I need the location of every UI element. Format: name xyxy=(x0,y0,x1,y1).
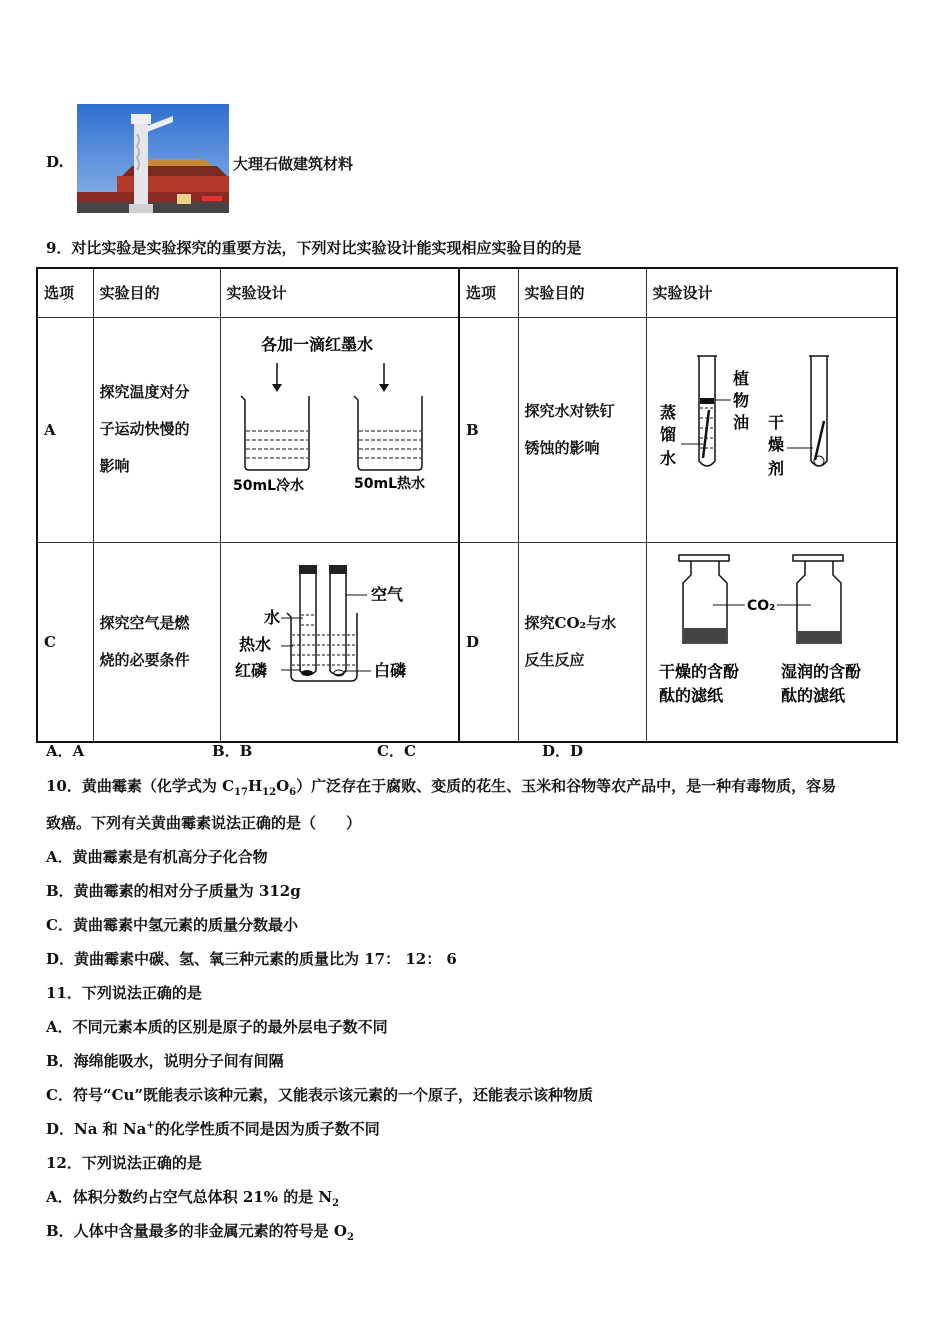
row-a-option: A xyxy=(37,317,93,542)
header-design-2: 实验设计 xyxy=(646,268,897,317)
header-purpose: 实验目的 xyxy=(93,268,220,317)
table-row xyxy=(37,317,897,542)
svg-text:馏: 馏 xyxy=(659,424,676,444)
q11-option-b: B．海绵能吸水，说明分子间有间隔 xyxy=(46,1052,284,1070)
experiment-table xyxy=(36,267,898,743)
q9-choice-c: C．C xyxy=(377,742,416,760)
q10-stem: 10．黄曲霉素（化学式为 $C_{17}H_{12}O_6$）广泛存在于腐败、变质的花生、玉米和谷物等农产品中，是一种有毒物质，容易 xyxy=(46,777,837,798)
svg-text:酞的滤纸: 酞的滤纸 xyxy=(780,685,845,705)
q10-option-b: B．黄曲霉素的相对分子质量为 312g xyxy=(46,882,301,900)
svg-text:水: 水 xyxy=(659,448,676,468)
beaker-hot xyxy=(354,396,422,470)
q12-option-b: B．人体中含量最多的非金属元素的符号是 $O_2$ xyxy=(46,1222,354,1243)
svg-text:空气: 空气 xyxy=(370,584,403,604)
header-purpose-2: 实验目的 xyxy=(518,268,646,317)
row-c-option: C xyxy=(37,542,93,742)
row-c-diagram-cell xyxy=(220,542,459,742)
svg-text:油: 油 xyxy=(732,412,749,432)
svg-text:水: 水 xyxy=(263,607,280,627)
monument-photo xyxy=(77,104,229,213)
row-a-diagram-cell xyxy=(220,317,459,542)
beakers-diagram xyxy=(221,318,460,538)
q10-option-a: A．黄曲霉素是有机高分子化合物 xyxy=(46,848,268,866)
q12-option-a: A．体积分数约占空气总体积 21% 的是 $N_2$ xyxy=(46,1188,340,1209)
q11-option-c: C．符号“Cu”既能表示该种元素，又能表示该元素的一个原子，还能表示该种物质 xyxy=(46,1086,594,1104)
q10-option-d: D．黄曲霉素中碳、氢、氧三种元素的质量比为 17： 12： 6 xyxy=(46,950,457,968)
svg-text:蒸: 蒸 xyxy=(659,402,676,422)
q9-choice-b: B．B xyxy=(212,742,253,760)
row-d-purpose: 探究CO₂与水 反生反应 xyxy=(518,542,646,742)
q10-stem-line2: 致癌。下列有关黄曲霉素说法正确的是（ ） xyxy=(46,814,362,832)
beaker-cold xyxy=(241,396,309,470)
row-c-purpose: 探究空气是燃 烧的必要条件 xyxy=(93,542,220,742)
row-d-option: D xyxy=(459,542,518,742)
header-option: 选项 xyxy=(37,268,93,317)
q8-option-d-letter: D. xyxy=(46,153,64,171)
svg-text:干: 干 xyxy=(767,412,784,432)
test-tubes-diagram xyxy=(647,318,898,538)
q8-option-d-text: 大理石做建筑材料 xyxy=(233,155,354,173)
table-header-row xyxy=(37,268,897,317)
q9-choice-d: D．D xyxy=(542,742,584,760)
svg-text:CO₂: CO₂ xyxy=(746,597,775,614)
row-b-option: B xyxy=(459,317,518,542)
table-row xyxy=(37,542,897,742)
hot-water-label: 50mL热水 xyxy=(353,475,425,492)
row-d-diagram-cell xyxy=(646,542,897,742)
svg-text:红磷: 红磷 xyxy=(234,660,267,680)
q10-option-c: C．黄曲霉素中氢元素的质量分数最小 xyxy=(46,916,298,934)
co2-bottles-diagram xyxy=(647,543,898,737)
svg-text:剂: 剂 xyxy=(767,458,784,478)
row-b-diagram-cell xyxy=(646,317,897,542)
cold-water-label: 50mL冷水 xyxy=(232,477,304,494)
q9-stem: 9．对比实验是实验探究的重要方法，下列对比实验设计能实现相应实验目的的是 xyxy=(46,239,582,257)
q11-option-a: A．不同元素本质的区别是原子的最外层电子数不同 xyxy=(46,1018,388,1036)
q9-choice-a: A．A xyxy=(46,742,85,760)
header-design: 实验设计 xyxy=(220,268,459,317)
q11-stem: 11．下列说法正确的是 xyxy=(46,984,202,1002)
q11-option-d: D．Na 和 Na+的化学性质不同是因为质子数不同 xyxy=(46,1120,380,1138)
row-a-purpose: 探究温度对分 子运动快慢的 影响 xyxy=(93,317,220,542)
q12-stem: 12．下列说法正确的是 xyxy=(46,1154,202,1172)
svg-text:植: 植 xyxy=(732,368,749,388)
red-ink-label: 各加一滴红墨水 xyxy=(260,334,373,354)
svg-text:物: 物 xyxy=(732,390,749,410)
svg-text:热水: 热水 xyxy=(238,634,271,654)
header-option-2: 选项 xyxy=(459,268,518,317)
huabiao-image xyxy=(77,104,229,213)
svg-text:干燥的含酚: 干燥的含酚 xyxy=(658,661,739,681)
phosphorus-diagram xyxy=(221,543,460,737)
svg-text:酞的滤纸: 酞的滤纸 xyxy=(658,685,723,705)
svg-text:白磷: 白磷 xyxy=(373,660,406,680)
row-b-purpose: 探究水对铁钉 锈蚀的影响 xyxy=(518,317,646,542)
svg-text:燥: 燥 xyxy=(767,434,784,454)
svg-text:湿润的含酚: 湿润的含酚 xyxy=(780,661,861,681)
